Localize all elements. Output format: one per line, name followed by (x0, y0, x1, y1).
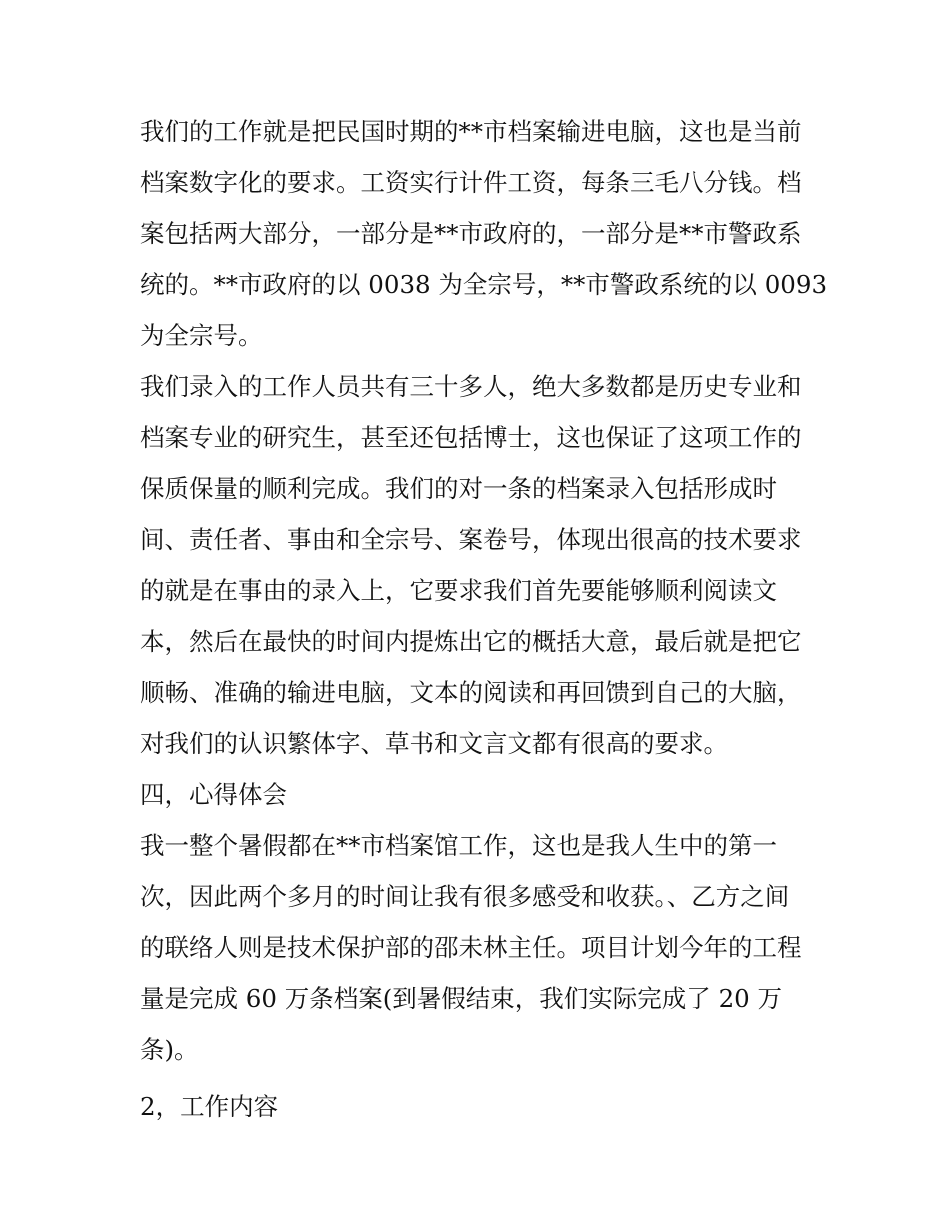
text-line: 的联络人则是技术保护部的邵未林主任。项目计划今年的工程 (140, 933, 802, 962)
text-line: 保质保量的顺利完成。我们的对一条的档案录入包括形成时 (140, 474, 777, 503)
text-line: 我们录入的工作人员共有三十多人，绝大多数都是历史专业和 (140, 372, 802, 401)
document-body (140, 106, 828, 1132)
text-line: 统的。**市政府的以 0038 为全宗号，**市警政系统的以 0093 (140, 270, 828, 299)
section-heading-work-content: 2，工作内容 (140, 1092, 279, 1121)
text-line: 我一整个暑假都在**市档案馆工作，这也是我人生中的第一 (140, 831, 777, 860)
text-line: 我们的工作就是把民国时期的**市档案输进电脑，这也是当前 (140, 117, 802, 146)
text-line: 的就是在事由的录入上，它要求我们首先要能够顺利阅读文 (140, 576, 777, 605)
paragraph-reflections (140, 820, 812, 1075)
text-line: 档案专业的研究生，甚至还包括博士，这也保证了这项工作的 (140, 423, 802, 452)
text-line: 顺畅、准确的输进电脑，文本的阅读和再回馈到自己的大脑， (140, 678, 802, 707)
paragraph-staff (140, 361, 812, 769)
text-line: 为全宗号。 (140, 321, 263, 350)
section-heading-reflections: 四，心得体会 (140, 780, 287, 809)
text-line: 本，然后在最快的时间内提炼出它的概括大意，最后就是把它 (140, 627, 802, 656)
paragraph-archive-intro (140, 106, 828, 361)
text-line: 量是完成 60 万条档案(到暑假结束，我们实际完成了 20 万 (140, 984, 783, 1013)
text-line: 条)。 (140, 1035, 199, 1064)
text-line: 对我们的认识繁体字、草书和文言文都有很高的要求。 (140, 729, 728, 758)
text-line: 档案数字化的要求。工资实行计件工资，每条三毛八分钱。档 (140, 168, 802, 197)
text-line: 间、责任者、事由和全宗号、案卷号，体现出很高的技术要求 (140, 525, 802, 554)
text-line: 案包括两大部分，一部分是**市政府的，一部分是**市警政系 (140, 219, 802, 248)
text-line: 次，因此两个多月的时间让我有很多感受和收获。、乙方之间 (140, 882, 790, 911)
